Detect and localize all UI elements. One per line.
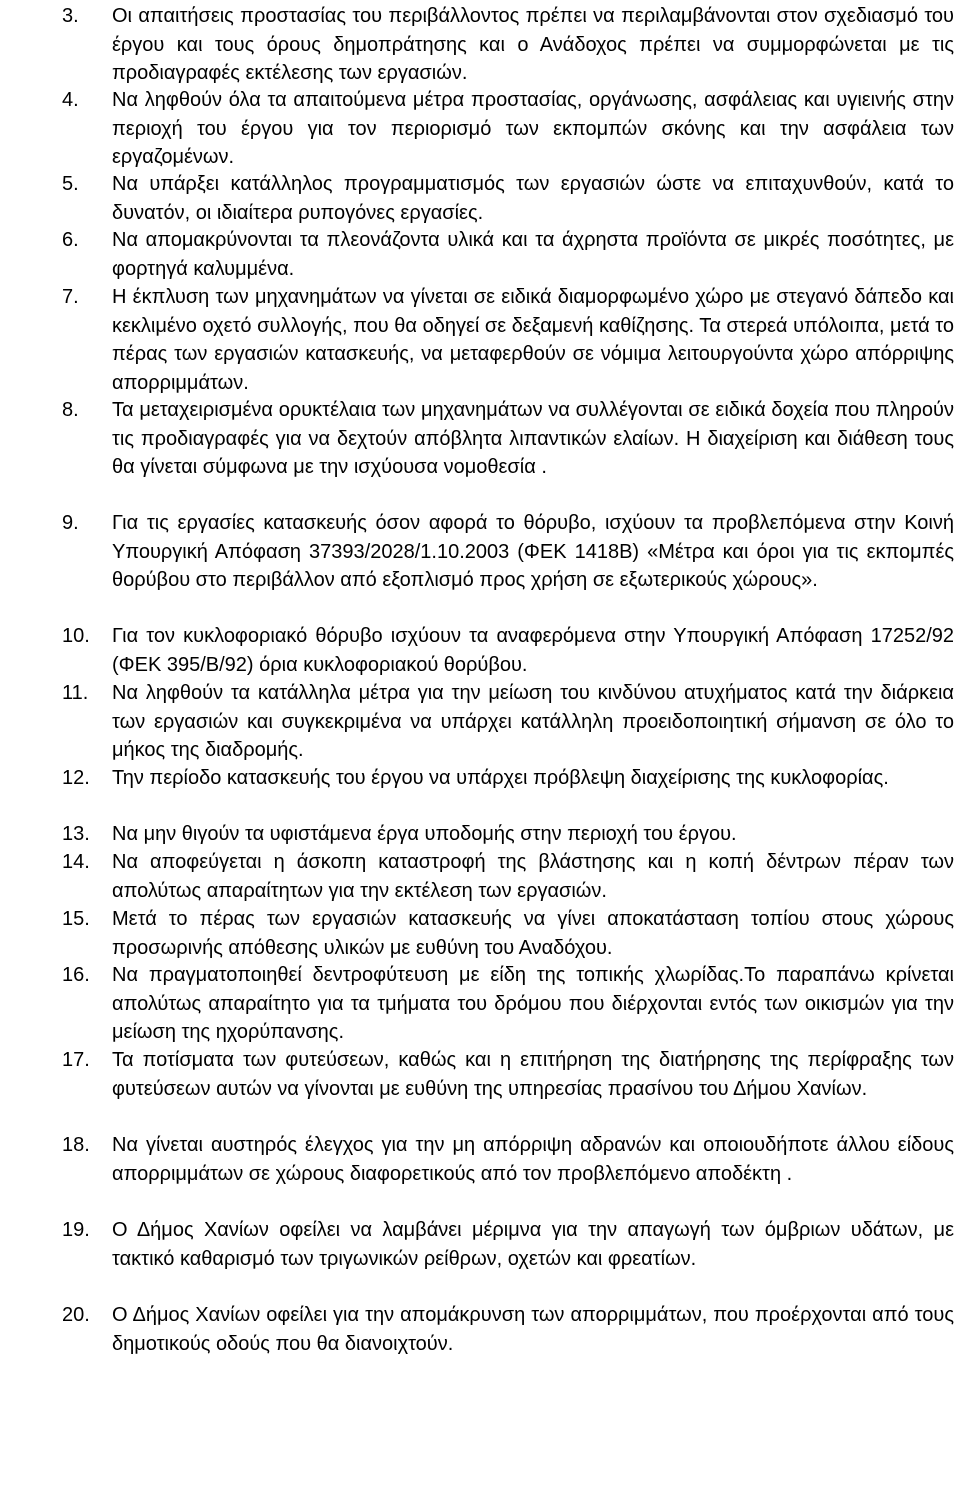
item-text: Την περίοδο κατασκευής του έργου να υπάρχει πρόβλεψη διαχείρισης της κυκλοφορίας. <box>112 767 889 789</box>
item-number: 20. <box>62 1304 90 1326</box>
item-number: 19. <box>62 1219 90 1241</box>
item-number: 5. <box>62 173 79 195</box>
item-text: Για τις εργασίες κατασκευής όσον αφορά το θόρυβο, ισχύουν τα προβλεπόμενα στην Κοινή Υπουργική Απόφαση 37393/2028/1.10.2003 (ΦΕΚ 1418Β) «Μέτρα και όροι για τις εκπομπές θορύβου στο περιβάλλον από εξοπλισμό προς χρήση σε εξωτερικούς χώρους». <box>112 512 954 591</box>
item-text: Να ληφθούν τα κατάλληλα μέτρα για την μείωση του κινδύνου ατυχήματος κατά την διάρκεια των εργασιών και συγκεκριμένα να υπάρχει κατάλληλη προειδοποιητική σήμανση σε όλο το μήκος της διαδρομής. <box>112 682 954 761</box>
item-number: 10. <box>62 625 90 647</box>
item-text: Ο Δήμος Χανίων οφείλει να λαμβάνει μέριμνα για την απαγωγή των όμβριων υδάτων, με τακτικό καθαρισμό των τριγωνικών ρείθρων, οχετών και φρεατίων. <box>112 1219 954 1270</box>
item-number: 11. <box>62 682 89 704</box>
item-text: Τα μεταχειρισμένα ορυκτέλαια των μηχανημάτων να συλλέγονται σε ειδικά δοχεία που πληρούν τις προδιαγραφές για να δεχτούν απόβλητα λιπαντικών ελαίων. Η διαχείριση και διάθεση τους θα γίνεται σύμφωνα με την ισχύουσα νομοθεσία . <box>112 399 954 478</box>
item-text: Να υπάρξει κατάλληλος προγραμματισμός των εργασιών ώστε να επιταχυνθούν, κατά το δυνατόν, οι ιδιαίτερα ρυπογόνες εργασίες. <box>112 173 954 224</box>
item-number: 14. <box>62 851 90 873</box>
item-text: Τα ποτίσματα των φυτεύσεων, καθώς και η επιτήρηση της διατήρησης της περίφραξης των φυτεύσεων αυτών να γίνονται με ευθύνη της υπηρεσίας πρασίνου του Δήμου Χανίων. <box>112 1049 954 1100</box>
item-number: 13. <box>62 823 90 845</box>
item-text: Να πραγματοποιηθεί δεντροφύτευση με είδη της τοπικής χλωρίδας.Το παραπάνω κρίνεται απολύτως απαραίτητο για τα τμήματα του δρόμου που διέρχονται εντός των οικισμών για την μείωση της ηχορύπανσης. <box>112 964 954 1043</box>
item-text: Ο Δήμος Χανίων οφείλει για την απομάκρυνση των απορριμμάτων, που προέρχονται από τους δημοτικούς οδούς που θα διανοιχτούν. <box>112 1304 954 1355</box>
item-text: Η έκπλυση των μηχανημάτων να γίνεται σε ειδικά διαμορφωμένο χώρο με στεγανό δάπεδο και κεκλιμένο οχετό συλλογής, που θα οδηγεί σε δεξαμενή καθίζησης. Τα στερεά υπόλοιπα, μετά το πέρας των εργασιών κατασκευής, να μεταφερθούν σε νόμιμα λειτουργούντα χώρο απόρριψης απορριμμάτων. <box>112 286 954 394</box>
item-text: Μετά το πέρας των εργασιών κατασκευής να γίνει αποκατάσταση τοπίου στους χώρους προσωρινής απόθεσης υλικών με ευθύνη του Αναδόχου. <box>112 908 954 959</box>
item-number: 4. <box>62 89 79 111</box>
item-number: 3. <box>62 5 79 27</box>
item-number: 18. <box>62 1134 90 1156</box>
item-text: Για τον κυκλοφοριακό θόρυβο ισχύουν τα αναφερόμενα στην Υπουργική Απόφαση 17252/92 (ΦΕΚ 395/Β/92) όρια κυκλοφοριακού θορύβου. <box>112 625 954 676</box>
item-number: 17. <box>62 1049 90 1071</box>
item-number: 16. <box>62 964 90 986</box>
item-number: 12. <box>62 767 90 789</box>
item-text: Να μην θιγούν τα υφιστάμενα έργα υποδομής στην περιοχή του έργου. <box>112 823 737 845</box>
item-number: 7. <box>62 286 79 308</box>
item-number: 9. <box>62 512 79 534</box>
item-text: Να ληφθούν όλα τα απαιτούμενα μέτρα προστασίας, οργάνωσης, ασφάλειας και υγιεινής στην περιοχή του έργου για τον περιορισμό των εκπομπών σκόνης και την ασφάλεια των εργαζομένων. <box>112 89 954 168</box>
item-number: 8. <box>62 399 79 421</box>
item-text: Να γίνεται αυστηρός έλεγχος για την μη απόρριψη αδρανών και οποιουδήποτε άλλου είδους απορριμμάτων σε χώρους διαφορετικούς από τον προβλεπόμενο αποδέκτη . <box>112 1134 954 1185</box>
item-number: 15. <box>62 908 90 930</box>
item-text: Να αποφεύγεται η άσκοπη καταστροφή της βλάστησης και η κοπή δέντρων πέραν των απολύτως απαραίτητων για την εκτέλεση των εργασιών. <box>112 851 954 902</box>
item-text: Οι απαιτήσεις προστασίας του περιβάλλοντος πρέπει να περιλαμβάνονται στον σχεδιασμό του έργου και τους όρους δημοπράτησης και ο Ανάδοχος πρέπει να συμμορφώνεται με τις προδιαγραφές εκτέλεσης των εργασιών. <box>112 5 954 84</box>
item-number: 6. <box>62 229 79 251</box>
item-text: Να απομακρύνονται τα πλεονάζοντα υλικά και τα άχρηστα προϊόντα σε μικρές ποσότητες, με φορτηγά καλυμμένα. <box>112 229 954 280</box>
